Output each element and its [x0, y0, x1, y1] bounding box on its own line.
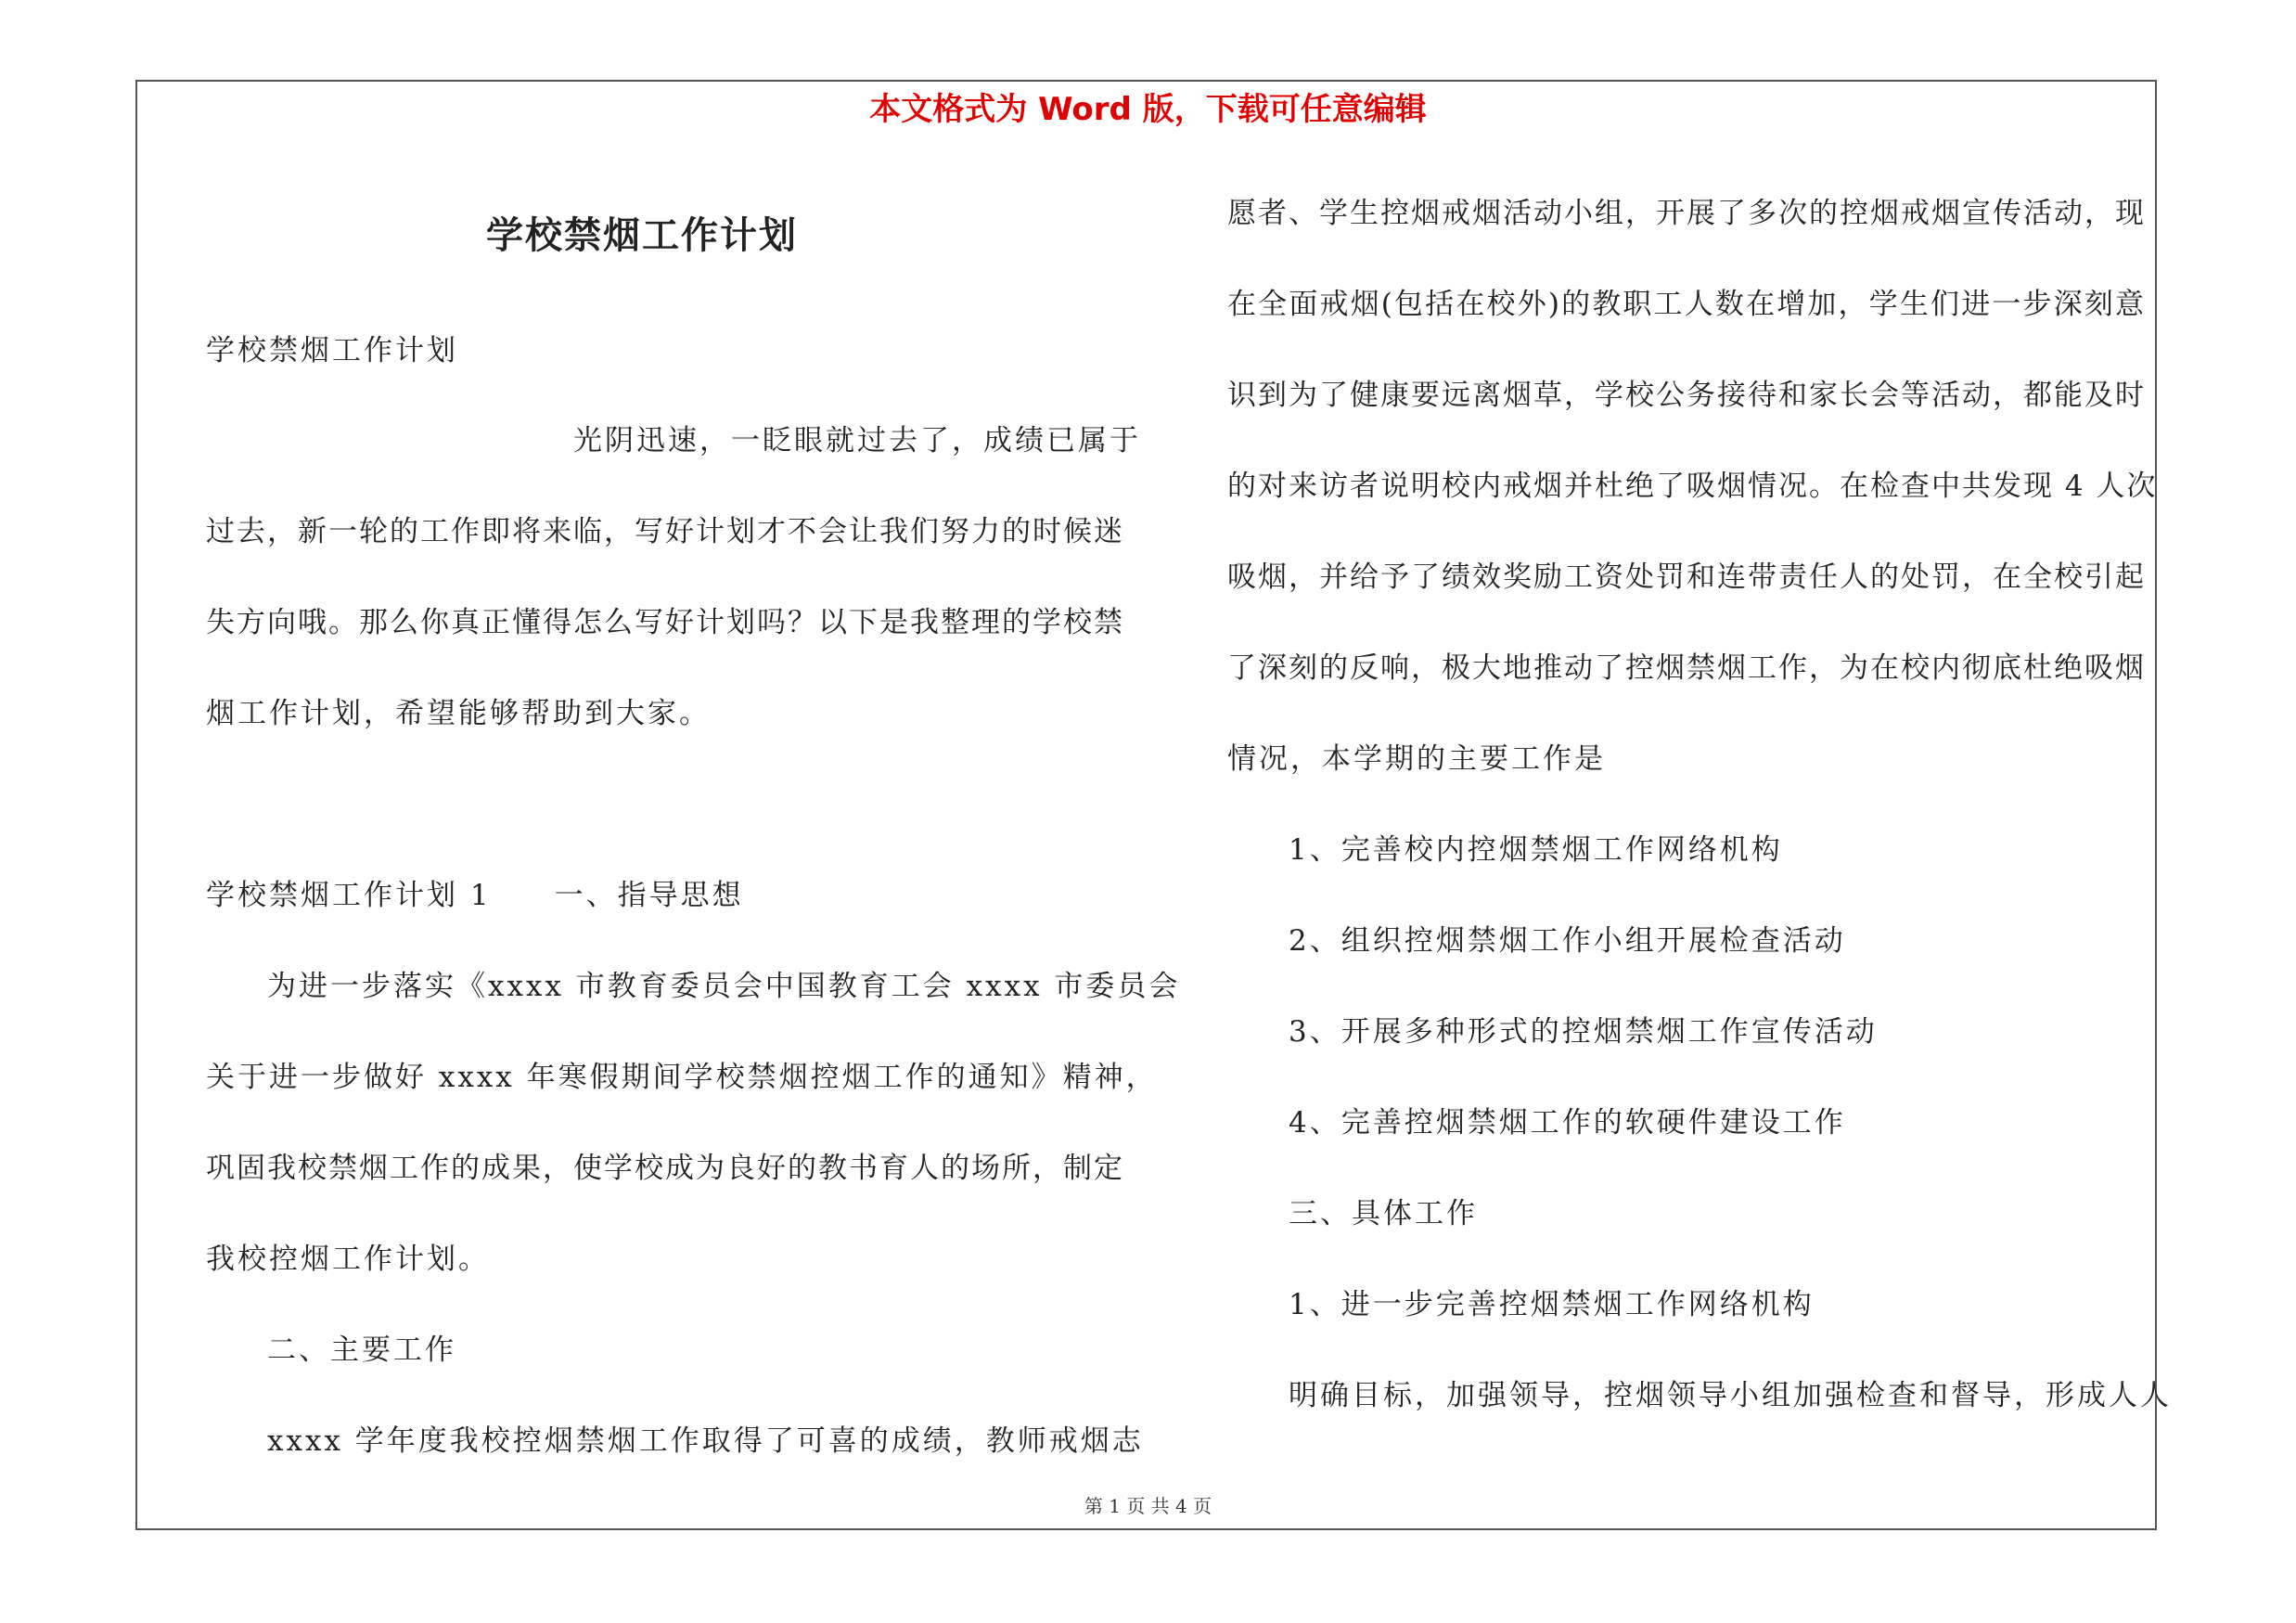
paragraph-line: 识到为了健康要远离烟草，学校公务接待和家长会等活动，都能及时 — [1227, 379, 2146, 412]
paragraph-line: 的对来访者说明校内戒烟并杜绝了吸烟情况。在检查中共发现 4 人次 — [1227, 470, 2158, 503]
paragraph-line: 巩固我校禁烟工作的成果，使学校成为良好的教书育人的场所，制定 — [206, 1152, 1124, 1185]
section-heading: 1、进一步完善控烟禁烟工作网络机构 — [1289, 1288, 1815, 1321]
section-heading: 学校禁烟工作计划 1 一、指导思想 — [206, 879, 744, 912]
paragraph-line: 在全面戒烟(包括在校外)的教职工人数在增加，学生们进一步深刻意 — [1227, 288, 2146, 321]
paragraph-line: xxxx 学年度我校控烟禁烟工作取得了可喜的成绩，教师戒烟志 — [267, 1424, 1144, 1458]
paragraph-line: 我校控烟工作计划。 — [206, 1243, 490, 1276]
document-title: 学校禁烟工作计划 — [486, 213, 798, 257]
paragraph-line: 光阴迅速，一眨眼就过去了，成绩已属于 — [573, 424, 1141, 457]
list-item: 1、完善校内控烟禁烟工作网络机构 — [1289, 833, 1783, 867]
paragraph-line: 吸烟，并给予了绩效奖励工资处罚和连带责任人的处罚，在全校引起 — [1227, 560, 2146, 594]
paragraph-line: 情况，本学期的主要工作是 — [1227, 742, 1606, 776]
paragraph-line: 了深刻的反响，极大地推动了控烟禁烟工作，为在校内彻底杜绝吸烟 — [1227, 651, 2146, 685]
list-item: 2、组织控烟禁烟工作小组开展检查活动 — [1289, 924, 1846, 958]
list-item: 4、完善控烟禁烟工作的软硬件建设工作 — [1289, 1106, 1846, 1140]
paragraph-line: 明确目标，加强领导，控烟领导小组加强检查和督导，形成人人 — [1289, 1379, 2172, 1412]
paragraph-line: 烟工作计划，希望能够帮助到大家。 — [206, 697, 711, 730]
page-footer: 第 1 页 共 4 页 — [1084, 1495, 1212, 1517]
section-heading: 二、主要工作 — [267, 1333, 456, 1367]
list-item: 3、开展多种形式的控烟禁烟工作宣传活动 — [1289, 1015, 1878, 1049]
subtitle-line: 学校禁烟工作计划 — [206, 334, 458, 367]
paragraph-line: 过去，新一轮的工作即将来临，写好计划才不会让我们努力的时候迷 — [206, 515, 1124, 548]
paragraph-line: 关于进一步做好 xxxx 年寒假期间学校禁烟控烟工作的通知》精神， — [206, 1061, 1158, 1094]
section-heading: 三、具体工作 — [1289, 1197, 1478, 1230]
format-banner: 本文格式为 Word 版，下载可任意编辑 — [869, 91, 1427, 128]
paragraph-line: 愿者、学生控烟戒烟活动小组，开展了多次的控烟戒烟宣传活动，现 — [1227, 197, 2146, 230]
paragraph-line: 失方向哦。那么你真正懂得怎么写好计划吗？以下是我整理的学校禁 — [206, 606, 1124, 639]
paragraph-line: 为进一步落实《xxxx 市教育委员会中国教育工会 xxxx 市委员会 — [267, 970, 1181, 1003]
